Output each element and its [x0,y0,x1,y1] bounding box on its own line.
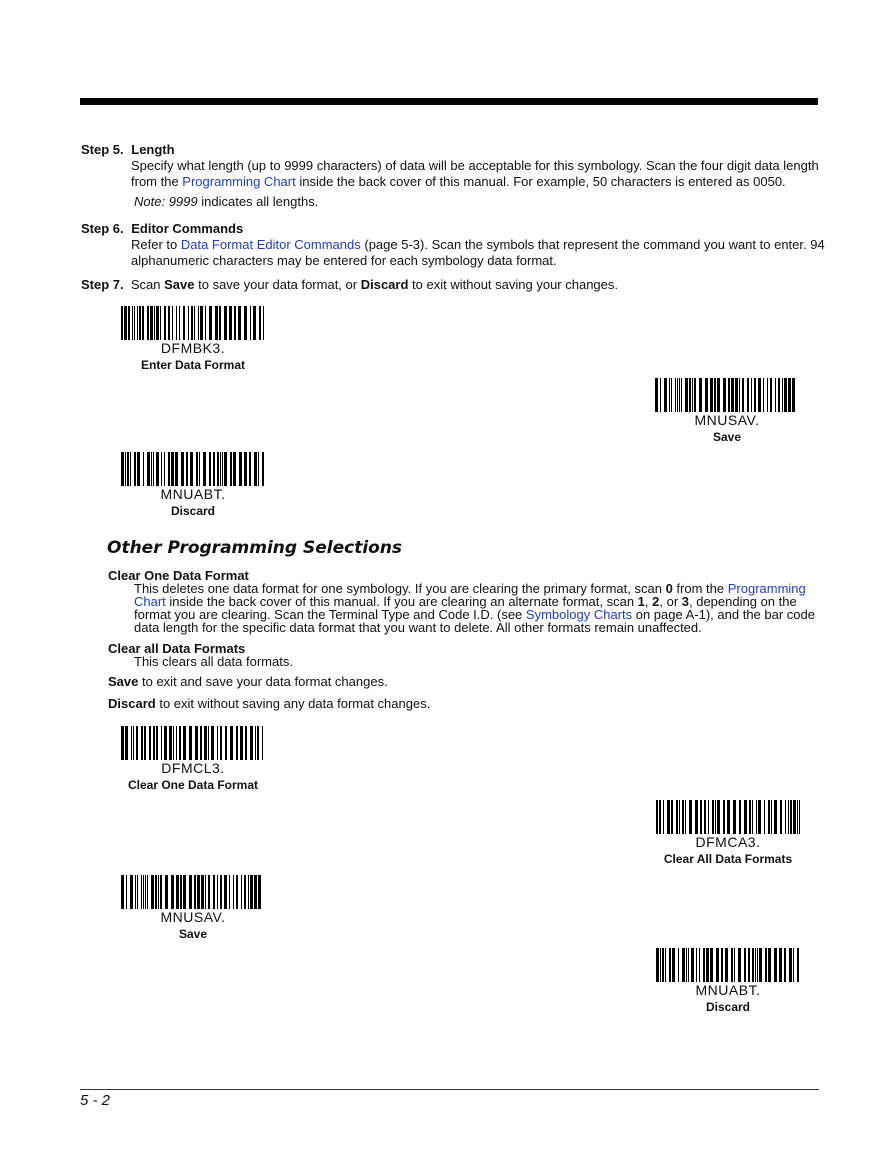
barcode-code: DFMCA3. [695,834,761,850]
barcode-enter-data-format[interactable] [113,306,273,373]
clear-one-b1: 1 [637,594,645,609]
barcode-save-2[interactable] [113,875,273,942]
step5-label: Step 5. [81,142,124,157]
barcode-code: MNUSAV. [160,909,226,925]
step7-text-2: to save your data format, or [198,277,358,292]
step6-body [131,237,831,269]
clear-one-b0: 0 [665,581,673,596]
header-rule [80,98,818,105]
page-number: 5 - 2 [80,1092,111,1109]
footer-rule [80,1089,819,1090]
clear-one-sep-1: , [644,594,653,609]
barcode-caption: Discard [170,504,216,518]
barcode-code: MNUABT. [695,982,761,998]
step6-title: Editor Commands [131,221,244,236]
clear-one-sep-2: , or [659,594,682,609]
symbology-charts-link[interactable]: Symbology Charts [525,607,633,622]
barcode-bars [653,800,803,834]
step6-text-2: (page 5-3). Scan the symbols that represent the command you want to enter. 94 alphanumeric characters may be entered for each symbology data format. [131,237,825,268]
step5-note [134,194,318,209]
step7-text-3: to exit without saving your changes. [412,277,618,292]
barcode-discard-2[interactable] [648,948,808,1015]
clear-all-heading: Clear all Data Formats [108,641,246,656]
barcode-bars [118,875,268,909]
step5-title: Length [131,142,175,157]
note-value: 9999 [168,194,198,209]
clear-one-text-5: on page A-1), and the bar code data length for the specific data format that you want to delete. All other formats remain unaffected. [134,607,815,635]
barcode-code: MNUSAV. [694,412,760,428]
step7-label: Step 7. [81,277,124,292]
barcode-caption: Clear All Data Formats [663,852,793,866]
discard-line-bold: Discard [108,696,156,711]
barcode-code: DFMCL3. [161,760,225,776]
clear-one-text-4: , depending on the format you are clearing. Scan the Terminal Type and Code I.D. (see [134,594,797,622]
step6-heading [81,221,243,236]
clear-one-b2: 2 [652,594,660,609]
clear-one-text-3: inside the back cover of this manual. If you are clearing an alternate format, scan [165,594,638,609]
note-label: Note: [134,194,166,209]
clear-one-body [134,582,824,634]
barcode-bars [118,726,268,760]
barcode-bars [653,948,803,982]
step5-heading [81,142,175,157]
barcode-caption: Discard [705,1000,751,1014]
barcode-caption: Save [178,927,208,941]
clear-one-text-2: from the [672,581,728,596]
programming-chart-link[interactable]: Programming Chart [182,174,296,189]
barcode-bars [118,452,268,486]
clear-one-heading: Clear One Data Format [108,568,249,583]
save-line-bold: Save [108,674,139,689]
clear-one-text-1: This deletes one data format for one symbology. If you are clearing the primary format, scan [134,581,666,596]
barcode-clear-all-data-formats[interactable] [648,800,808,867]
save-line [108,674,388,689]
clear-one-b3: 3 [681,594,689,609]
step6-text-1: Refer to [131,237,181,252]
step6-label: Step 6. [81,221,124,236]
step7-discard: Discard [360,277,409,292]
barcode-clear-one-data-format[interactable] [113,726,273,793]
barcode-bars [652,378,802,412]
step5-text-1: Specify what length (up to 9999 characters) of data will be acceptable for this symbology. Scan the four digit data length from the [131,158,819,189]
step7-save: Save [164,277,195,292]
discard-line-text: to exit without saving any data format changes. [159,696,431,711]
step7-line [81,277,618,292]
barcode-code: DFMBK3. [160,340,226,356]
clear-all-body: This clears all data formats. [134,654,293,669]
barcode-caption: Enter Data Format [140,358,246,372]
barcode-discard[interactable] [113,452,273,519]
section-title: Other Programming Selections [107,538,403,558]
save-line-text: to exit and save your data format changes. [142,674,388,689]
note-text: indicates all lengths. [201,194,319,209]
barcode-code: MNUABT. [160,486,226,502]
step5-body [131,158,831,190]
step5-text-2: inside the back cover of this manual. For example, 50 characters is entered as 0050. [295,174,786,189]
editor-commands-link[interactable]: Data Format Editor Commands [180,237,361,252]
discard-line [108,696,430,711]
barcode-caption: Save [712,430,742,444]
step7-text-1: Scan [130,277,161,292]
programming-chart-link-2[interactable]: Programming Chart [134,581,806,609]
barcode-save[interactable] [647,378,807,445]
barcode-caption: Clear One Data Format [127,778,259,792]
barcode-bars [118,306,268,340]
